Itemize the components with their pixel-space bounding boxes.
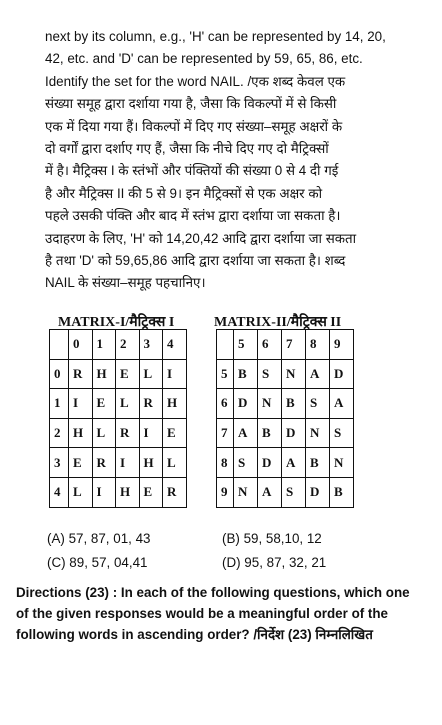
matrix-cell: N (234, 477, 258, 507)
matrix-column-index: 9 (330, 330, 354, 360)
paragraph-line: Identify the set for the word NAIL. /एक शब्द केवल एक (45, 73, 346, 89)
matrix-cell: R (69, 359, 93, 389)
matrix-cell: S (282, 477, 306, 507)
matrix-cell: I (163, 359, 187, 389)
matrix-cell: E (163, 418, 187, 448)
matrix-cell: H (163, 389, 187, 419)
matrix-cell: A (282, 448, 306, 478)
matrix-row (50, 389, 187, 419)
matrix-row-index: 3 (50, 448, 69, 478)
matrix-row (50, 448, 187, 478)
matrix-cell: H (69, 418, 93, 448)
matrix-column-index: 1 (92, 330, 116, 360)
matrix-cell: S (234, 448, 258, 478)
directions-line: of the given responses would be a meaningful order of the (16, 606, 389, 621)
matrix1-table (49, 329, 187, 508)
directions-line: following words in ascending order? /निर्देश (23) निम्नलिखित (16, 627, 373, 642)
matrix-cell: E (69, 448, 93, 478)
matrix-cell: A (234, 418, 258, 448)
matrix-cell: L (163, 448, 187, 478)
matrix-row (217, 477, 354, 507)
matrix-cell: L (69, 477, 93, 507)
matrix2-table (216, 329, 354, 508)
question-paragraph (45, 26, 429, 295)
matrix-cell: D (306, 477, 330, 507)
matrix-cell: D (258, 448, 282, 478)
matrix-cell: B (330, 477, 354, 507)
matrix-cell: A (258, 477, 282, 507)
paragraph-line: एक में दिया गया हैं। विकल्पों में दिए गए संख्या–समूह अक्षरों के (45, 118, 343, 134)
matrix-cell: R (116, 418, 140, 448)
paragraph-line: है तथा 'D' को 59,65,86 आदि द्वारा दर्शाया जा सकता है। शब्द (45, 253, 346, 269)
paragraph-line: में है। मैट्रिक्स I के स्तंभों और पंक्तियों की संख्या 0 से 4 दी गई (45, 163, 339, 179)
matrix-cell: H (116, 477, 140, 507)
matrix-cell: S (258, 359, 282, 389)
matrix-column-index: 5 (234, 330, 258, 360)
matrix-cell: E (92, 389, 116, 419)
matrix-row-index: 5 (217, 359, 234, 389)
option-a: (A) 57, 87, 01, 43 (47, 531, 151, 546)
matrix-row (50, 477, 187, 507)
matrix-row-index: 4 (50, 477, 69, 507)
paragraph-line: 42, etc. and 'D' can be represented by 59, 65, 86, etc. (45, 51, 363, 67)
directions-line: Directions (23) : In each of the following questions, which one (16, 585, 410, 600)
matrix-column-index (217, 330, 234, 360)
paragraph-line: दो वर्गों द्वारा दर्शाए गए हैं, जैसा कि नीचे दिए गए दो मैट्रिक्सों (45, 141, 329, 157)
paragraph-line: संख्या समूह द्वारा दर्शाया गया है, जैसा कि विकल्पों में से किसी (45, 96, 337, 112)
matrix-row (50, 359, 187, 389)
matrix-cell: B (282, 389, 306, 419)
matrix-cell: N (306, 418, 330, 448)
matrix-cell: B (306, 448, 330, 478)
matrix1-title: MATRIX-I/मैट्रिक्स I (58, 315, 175, 330)
matrix-column-index: 7 (282, 330, 306, 360)
matrix-cell: B (234, 359, 258, 389)
matrix-cell: N (330, 448, 354, 478)
matrix-cell: A (330, 389, 354, 419)
matrix-column-index: 6 (258, 330, 282, 360)
matrix-cell: L (92, 418, 116, 448)
matrix-cell: H (139, 448, 163, 478)
matrix-cell: A (306, 359, 330, 389)
matrix-row (217, 359, 354, 389)
matrix-row (217, 418, 354, 448)
matrix-header-row (217, 330, 354, 360)
matrix-cell: S (330, 418, 354, 448)
matrix-cell: D (282, 418, 306, 448)
matrix-cell: N (258, 389, 282, 419)
matrix-row (217, 389, 354, 419)
matrix-column-index: 3 (139, 330, 163, 360)
matrix-cell: S (306, 389, 330, 419)
matrix-cell: R (92, 448, 116, 478)
matrix-row-index: 6 (217, 389, 234, 419)
option-c: (C) 89, 57, 04,41 (47, 555, 148, 570)
matrix-column-index: 2 (116, 330, 140, 360)
paragraph-line: next by its column, e.g., 'H' can be represented by 14, 20, (45, 29, 386, 44)
matrix-cell: I (139, 418, 163, 448)
matrix-cell: N (282, 359, 306, 389)
matrix-cell: I (69, 389, 93, 419)
matrix-row (217, 448, 354, 478)
matrix-cell: H (92, 359, 116, 389)
matrix-cell: B (258, 418, 282, 448)
matrix-row-index: 0 (50, 359, 69, 389)
matrix-row-index: 1 (50, 389, 69, 419)
matrix-row-index: 7 (217, 418, 234, 448)
matrix-cell: L (139, 359, 163, 389)
matrix-column-index: 0 (69, 330, 93, 360)
matrix-header-row (50, 330, 187, 360)
matrix-row-index: 2 (50, 418, 69, 448)
paragraph-line: NAIL के संख्या–समूह पहचानिए। (45, 275, 206, 291)
matrix2-title: MATRIX-II/मैट्रिक्स II (214, 315, 342, 330)
matrix-cell: I (92, 477, 116, 507)
matrix-row-index: 9 (217, 477, 234, 507)
matrix-cell: L (116, 389, 140, 419)
matrix-cell: D (330, 359, 354, 389)
option-d: (D) 95, 87, 32, 21 (222, 555, 327, 570)
matrix-cell: D (234, 389, 258, 419)
paragraph-line: उदाहरण के लिए, 'H' को 14,20,42 आदि द्वारा दर्शाया जा सकता (45, 230, 357, 246)
matrix-column-index: 4 (163, 330, 187, 360)
matrix-cell: I (116, 448, 140, 478)
paragraph-line: पहले उसकी पंक्ति और बाद में स्तंभ द्वारा दर्शाया जा सकता है। (45, 208, 341, 224)
matrix-column-index (50, 330, 69, 360)
matrix-cell: E (116, 359, 140, 389)
directions-text (16, 582, 424, 645)
matrix-cell: E (139, 477, 163, 507)
matrix-row (50, 418, 187, 448)
matrix-row-index: 8 (217, 448, 234, 478)
matrix-cell: R (139, 389, 163, 419)
paragraph-line: है और मैट्रिक्स II की 5 से 9। इन मैट्रिक्सों से एक अक्षर को (45, 185, 323, 201)
matrix-cell: R (163, 477, 187, 507)
matrix-column-index: 8 (306, 330, 330, 360)
option-b: (B) 59, 58,10, 12 (222, 531, 322, 546)
